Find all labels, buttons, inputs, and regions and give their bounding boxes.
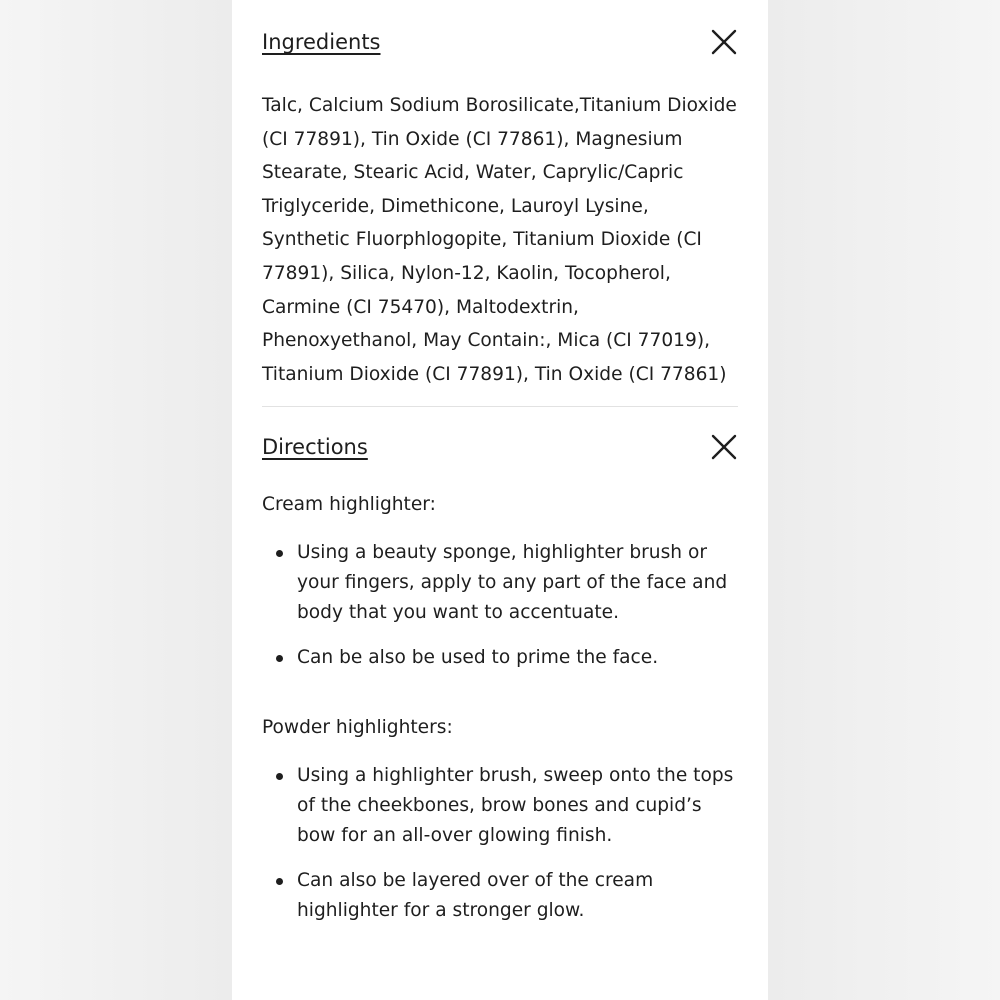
ingredients-section <box>232 0 768 407</box>
ingredients-title[interactable]: Ingredients <box>262 30 381 54</box>
list-item: Using a beauty sponge, highlighter brush or your fingers, apply to any part of the face and body that you want to accentuate. <box>297 538 738 628</box>
ingredients-header <box>262 22 738 62</box>
directions-title[interactable]: Directions <box>262 435 368 460</box>
powder-highlighters-list <box>262 761 738 926</box>
powder-highlighters-heading: Powder highlighters: <box>262 717 453 739</box>
close-icon <box>711 29 737 55</box>
product-details-panel <box>232 0 768 1000</box>
cream-highlighter-list <box>262 538 738 673</box>
list-item: Can also be layered over of the cream highlighter for a stronger glow. <box>297 866 738 926</box>
close-icon <box>711 434 737 460</box>
cream-highlighter-heading: Cream highlighter: <box>262 494 436 516</box>
left-backdrop <box>0 0 232 1000</box>
list-item: Can be also be used to prime the face. <box>297 643 738 673</box>
ingredients-close-button[interactable] <box>708 26 740 58</box>
directions-header <box>262 427 738 467</box>
list-item: Using a highlighter brush, sweep onto the tops of the cheekbones, brow bones and cupid’s bow for an all-over glowing finish. <box>297 761 738 851</box>
right-backdrop <box>768 0 1000 1000</box>
directions-close-button[interactable] <box>708 431 740 463</box>
ingredients-list-text: Talc, Calcium Sodium Borosilicate,Titanium Dioxide (CI 77891), Tin Oxide (CI 77861), Magnesium Stearate, Stearic Acid, Water, Caprylic/Capric Triglyceride, Dimethicone, Lauroyl Lysine, Synthetic Fluorphlogopite, Titanium Dioxide (CI 77891), Silica, Nylon-12, Kaolin, Tocopherol, Carmine (CI 75470), Maltodextrin, Phenoxyethanol, May Contain:, Mica (CI 77019), Titanium Dioxide (CI 77891), Tin Oxide (CI 77861) <box>262 95 737 385</box>
directions-section <box>232 407 768 926</box>
